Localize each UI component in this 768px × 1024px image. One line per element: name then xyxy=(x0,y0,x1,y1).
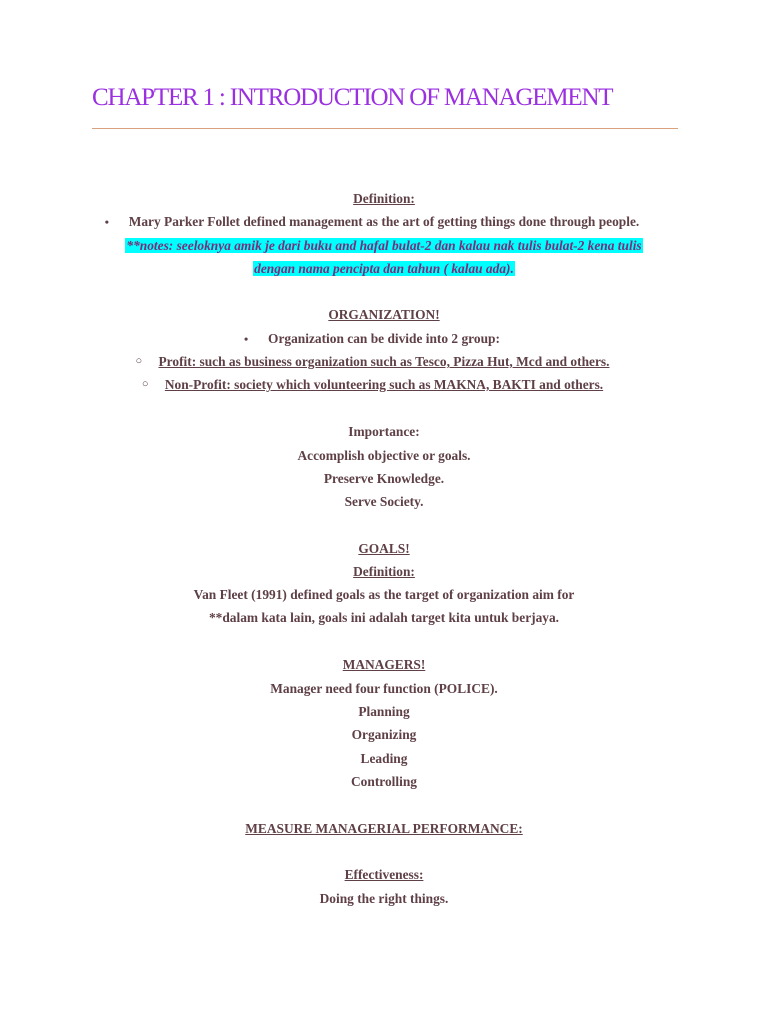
sub-item xyxy=(141,377,604,393)
goals-note: **dalam kata lain, goals ini adalah target kita untuk berjaya. xyxy=(208,610,560,625)
manager-function: Controlling xyxy=(351,774,417,789)
goals-definition-line xyxy=(0,564,768,580)
organization-bullet-line xyxy=(0,331,768,347)
goals-definition-heading: Definition: xyxy=(353,564,415,579)
performance-heading: MEASURE MANAGERIAL PERFORMANCE: xyxy=(245,821,523,836)
importance-item: Serve Society. xyxy=(344,494,424,509)
importance-heading: Importance: xyxy=(348,424,420,439)
title-divider xyxy=(92,128,678,129)
definition-bullet-item xyxy=(104,214,640,230)
manager-function: Leading xyxy=(360,751,408,766)
definition-bullet-line xyxy=(0,214,768,230)
goals-heading-line xyxy=(0,541,768,557)
circle-bullet-icon: ○ xyxy=(141,378,149,390)
importance-item: Accomplish objective or goals. xyxy=(297,448,471,463)
bullet-icon: • xyxy=(244,332,249,346)
circle-bullet-icon: ○ xyxy=(135,355,143,367)
organization-bullet-text: Organization can be divide into 2 group: xyxy=(268,331,500,346)
managers-heading: MANAGERS! xyxy=(342,657,426,672)
organization-heading: ORGANIZATION! xyxy=(328,307,440,322)
effectiveness-heading: Effectiveness: xyxy=(344,867,424,882)
sub-item-text: Non-Profit: society which volunteering such as MAKNA, BAKTI and others. xyxy=(164,377,604,392)
goals-text: Van Fleet (1991) defined goals as the target of organization aim for xyxy=(193,587,575,602)
performance-heading-line xyxy=(0,821,768,837)
organization-bullet-item xyxy=(244,331,500,347)
highlighted-note-1: **notes: seeloknya amik je dari buku and hafal bulat-2 dan kalau nak tulis bulat-2 kena tulis xyxy=(126,238,642,253)
managers-text: Manager need four function (POLICE). xyxy=(270,681,498,696)
note-line-2 xyxy=(0,261,768,277)
managers-heading-line xyxy=(0,657,768,673)
organization-sub-item-nonprofit xyxy=(0,377,768,393)
organization-sub-item-profit xyxy=(0,354,768,370)
importance-item: Preserve Knowledge. xyxy=(323,471,445,486)
organization-heading-line xyxy=(0,307,768,323)
sub-item xyxy=(135,354,610,370)
manager-function: Planning xyxy=(358,704,410,719)
highlighted-note-2: dengan nama pencipta dan tahun ( kalau ada). xyxy=(254,261,514,276)
note-line-1 xyxy=(0,238,768,254)
page-title: CHAPTER 1 : INTRODUCTION OF MANAGEMENT xyxy=(92,84,613,111)
goals-heading: GOALS! xyxy=(358,541,410,556)
definition-bullet-text: Mary Parker Follet defined management as the art of getting things done through people. xyxy=(128,214,640,229)
effectiveness-heading-line xyxy=(0,867,768,883)
effectiveness-text: Doing the right things. xyxy=(319,891,449,906)
bullet-icon: • xyxy=(104,215,109,229)
definition-heading-line xyxy=(0,191,768,207)
definition-heading: Definition: xyxy=(353,191,415,206)
sub-item-text: Profit: such as business organization such as Tesco, Pizza Hut, Mcd and others. xyxy=(158,354,610,369)
manager-function: Organizing xyxy=(351,727,417,742)
